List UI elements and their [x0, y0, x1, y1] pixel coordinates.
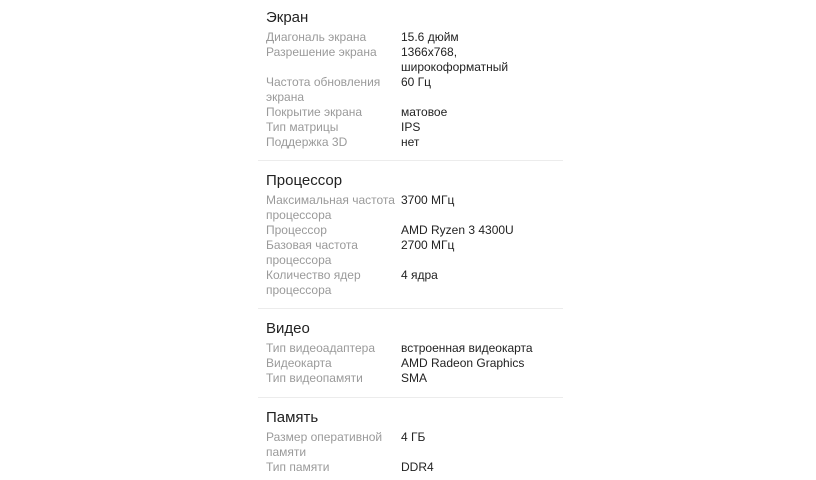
spec-label: Видеокарта: [266, 356, 332, 370]
section-title: Процессор: [266, 172, 343, 189]
spec-value: SMA: [401, 371, 428, 385]
spec-row: [266, 371, 563, 386]
spec-row: [266, 120, 563, 135]
spec-value: 4 ГБ: [401, 430, 426, 444]
spec-label: Базовая частота процессора: [266, 238, 358, 267]
spec-section-memory: [258, 398, 563, 475]
spec-value: AMD Radeon Graphics: [401, 356, 525, 370]
section-title: Память: [266, 409, 319, 426]
spec-value: IPS: [401, 120, 421, 134]
spec-row: [266, 223, 563, 238]
spec-value: нет: [401, 135, 420, 149]
spec-value: 2700 МГц: [401, 238, 455, 252]
spec-section-screen: [258, 0, 563, 161]
spec-label: Диагональ экрана: [266, 30, 367, 44]
spec-value: DDR4: [401, 460, 434, 474]
spec-row: [266, 238, 563, 268]
spec-section-processor: [258, 161, 563, 309]
spec-label: Тип видеоадаптера: [266, 341, 375, 355]
spec-row: [266, 193, 563, 223]
spec-value: AMD Ryzen 3 4300U: [401, 223, 514, 237]
section-title: Видео: [266, 320, 310, 337]
specifications-list: [258, 0, 563, 475]
spec-label: Размер оперативной памяти: [266, 430, 383, 459]
spec-value: 1366x768, широкоформатный: [401, 45, 509, 74]
section-title: Экран: [266, 9, 309, 26]
spec-row: [266, 135, 563, 150]
spec-value: встроенная видеокарта: [401, 341, 533, 355]
spec-value: 3700 МГц: [401, 193, 455, 207]
spec-row: [266, 460, 563, 475]
spec-row: [266, 75, 563, 105]
spec-row: [266, 45, 563, 75]
spec-label: Поддержка 3D: [266, 135, 348, 149]
spec-row: [266, 268, 563, 298]
spec-label: Тип памяти: [266, 460, 330, 474]
spec-value: 15.6 дюйм: [401, 30, 459, 44]
spec-row: [266, 356, 563, 371]
spec-row: [266, 30, 563, 45]
spec-label: Количество ядер процессора: [266, 268, 361, 297]
spec-value: 60 Гц: [401, 75, 432, 89]
spec-label: Разрешение экрана: [266, 45, 377, 59]
spec-value: матовое: [401, 105, 448, 119]
spec-label: Тип видеопамяти: [266, 371, 363, 385]
spec-value: 4 ядра: [401, 268, 438, 282]
spec-label: Процессор: [266, 223, 327, 237]
spec-row: [266, 341, 563, 356]
spec-label: Максимальная частота процессора: [266, 193, 395, 222]
spec-row: [266, 105, 563, 120]
spec-section-video: [258, 309, 563, 398]
spec-label: Покрытие экрана: [266, 105, 363, 119]
spec-label: Тип матрицы: [266, 120, 339, 134]
spec-row: [266, 430, 563, 460]
spec-label: Частота обновления экрана: [266, 75, 381, 104]
